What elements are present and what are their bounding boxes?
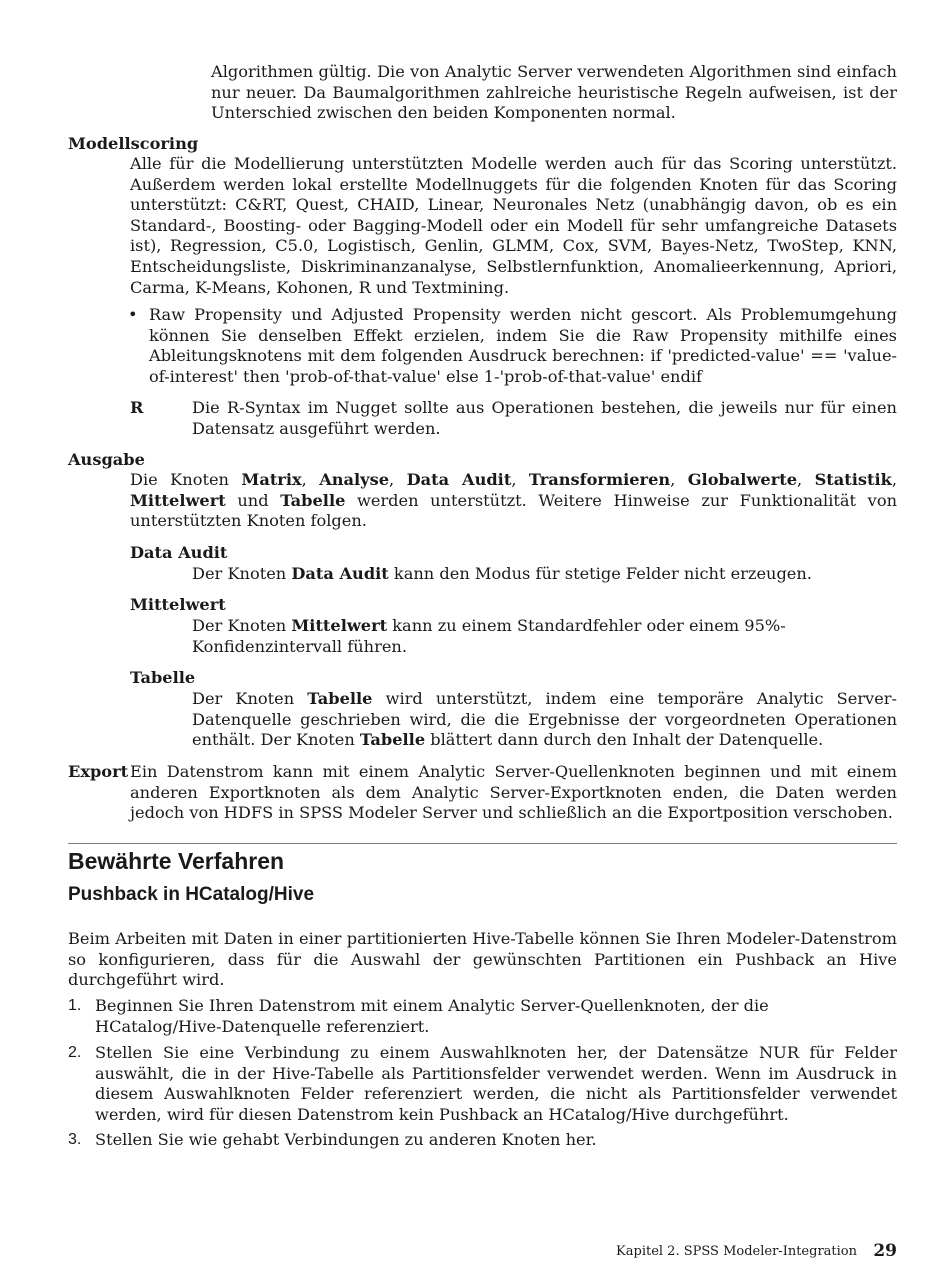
mittelwert-bold: Mittelwert <box>291 616 388 635</box>
modellscoring-description: Alle für die Modellierung unterstützten Modelle werden auch für das Scoring unterstützt. Außerdem werden lokal erstellte Modellnuggets für die folgenden Knoten für das Scoring unterstützt: C&RT, Quest, CHAID, Linear, Neuronales Netz (unabhängig davon, ob es ein Standard-, Boosting- oder Bagging-Modell oder ein Modell für sehr umfangreiche Datasets ist), Regression, C5.0, Logistisch, Genlin, GLMM, Cox, SVM, Bayes-Netz, TwoStep, KNN, Entscheidungsliste, Diskriminanzanalyse, Selbstlernfunktion, Anomalieerkennung, Apriori, Carma, K-Means, Kohonen, R und Textmining. <box>130 154 897 297</box>
data-audit-term: Data Audit <box>130 543 228 562</box>
separator: , <box>389 470 407 489</box>
mittelwert-description <box>192 616 897 657</box>
mittelwert-post: kann zu einem Standardfehler oder einem 95%-Konfidenzintervall führen. <box>192 616 786 656</box>
page-number: 29 <box>873 1241 897 1261</box>
node-globalwerte: Globalwerte <box>687 470 797 489</box>
section-divider <box>68 843 897 844</box>
ausgabe-term: Ausgabe <box>68 450 145 469</box>
mittelwert-term: Mittelwert <box>130 595 226 614</box>
ausgabe-intro-1: Die Knoten <box>130 470 242 489</box>
separator: , <box>891 470 897 489</box>
step-number: 1. <box>68 997 82 1014</box>
separator: und <box>225 490 281 510</box>
step-text: Stellen Sie eine Verbindung zu einem Auswahlknoten her, der Datensätze NUR für Felder auswählt, die in der Hive-Tabelle als Partitionsfelder verwendet werden. Wenn im Ausdruck in diesem Auswahlknoten Felder referenziert werden, die nicht als Partitionsfelder verwendet werden, wird für diesen Datenstrom kein Pushback an HCatalog/Hive durchgeführt. <box>95 1043 897 1124</box>
modellscoring-term: Modellscoring <box>68 134 199 153</box>
tabelle-post: blättert dann durch den Inhalt der Datenquelle. <box>425 730 824 750</box>
export-description: Ein Datenstrom kann mit einem Analytic Server-Quellenknoten beginnen und mit einem anderen Exportknoten als dem Analytic Server-Exportknoten enden, die Daten werden jedoch von HDFS in SPSS Modeler Server und schließlich an die Exportposition verschoben. <box>130 762 897 823</box>
section-intro: Beim Arbeiten mit Daten in einer partitionierten Hive-Tabelle können Sie Ihren Modeler-Datenstrom so konfigurieren, dass für die Auswahl der gewünschten Partitionen ein Pushback an Hive durchgeführt wird. <box>68 929 897 990</box>
tabelle-term: Tabelle <box>130 668 196 687</box>
tabelle-mid: wird unterstützt, indem eine temporäre Analytic Server-Datenquelle geschrieben wird, die die Ergebnisse der vorgeordneten Operationen enthält. Der Knoten <box>192 689 897 750</box>
data-audit-bold: Data Audit <box>291 564 389 583</box>
footer-chapter: Kapitel 2. SPSS Modeler-Integration <box>616 1244 857 1259</box>
mittelwert-pre: Der Knoten <box>192 616 292 635</box>
subsection-heading: Pushback in HCatalog/Hive <box>68 884 315 905</box>
node-analyse: Analyse <box>319 470 390 489</box>
section-heading: Bewährte Verfahren <box>68 848 285 874</box>
propensity-bullet-text: Raw Propensity und Adjusted Propensity werden nicht gescort. Als Problemumgehung können Sie denselben Effekt erzielen, indem Sie die Raw Propensity mithilfe eines Ableitungsknotens mit dem folgenden Ausdruck berechnen: if 'predicted-value' == 'value-of-interest' then 'prob-of-that-value' else 1-'prob-of-that-value' endif <box>149 305 897 386</box>
step-number: 3. <box>68 1131 82 1148</box>
ausgabe-description <box>130 470 897 532</box>
export-term: Export <box>68 762 129 781</box>
node-statistik: Statistik <box>814 470 892 489</box>
step-text: Beginnen Sie Ihren Datenstrom mit einem Analytic Server-Quellenknoten, der die HCatalog/Hive-Datenquelle referenziert. <box>95 996 769 1036</box>
node-transformieren: Transformieren <box>528 470 671 489</box>
step-number: 2. <box>68 1044 82 1061</box>
tabelle-pre: Der Knoten <box>192 689 308 708</box>
separator: , <box>301 470 320 489</box>
separator: , <box>670 470 688 489</box>
node-data-audit: Data Audit <box>406 470 512 489</box>
separator: , <box>511 470 529 489</box>
node-mittelwert: Mittelwert <box>130 490 226 510</box>
step-text: Stellen Sie wie gehabt Verbindungen zu anderen Knoten her. <box>95 1130 597 1149</box>
data-audit-description <box>192 564 897 585</box>
tabelle-description <box>192 689 897 751</box>
data-audit-post: kann den Modus für stetige Felder nicht erzeugen. <box>388 564 812 583</box>
separator: , <box>797 470 815 489</box>
tabelle-bold: Tabelle <box>307 689 373 708</box>
tabelle-bold-2: Tabelle <box>359 730 426 750</box>
node-tabelle: Tabelle <box>280 490 346 510</box>
intro-paragraph: Algorithmen gültig. Die von Analytic Server verwendeten Algorithmen sind einfach nur neuer. Da Baumalgorithmen zahlreiche heuristische Regeln aufweisen, ist der Unterschied zwischen den beiden Komponenten normal. <box>211 62 897 123</box>
ausgabe-intro-2: werden unterstützt. Weitere Hinweise zur Funktionalität von unterstützten Knoten folgen. <box>130 490 897 531</box>
bullet-marker: • <box>128 305 138 324</box>
r-description: Die R-Syntax im Nugget sollte aus Operationen bestehen, die jeweils nur für einen Datensatz ausgeführt werden. <box>192 398 897 438</box>
r-term: R <box>130 398 144 417</box>
node-matrix: Matrix <box>241 470 302 489</box>
data-audit-pre: Der Knoten <box>192 564 292 583</box>
